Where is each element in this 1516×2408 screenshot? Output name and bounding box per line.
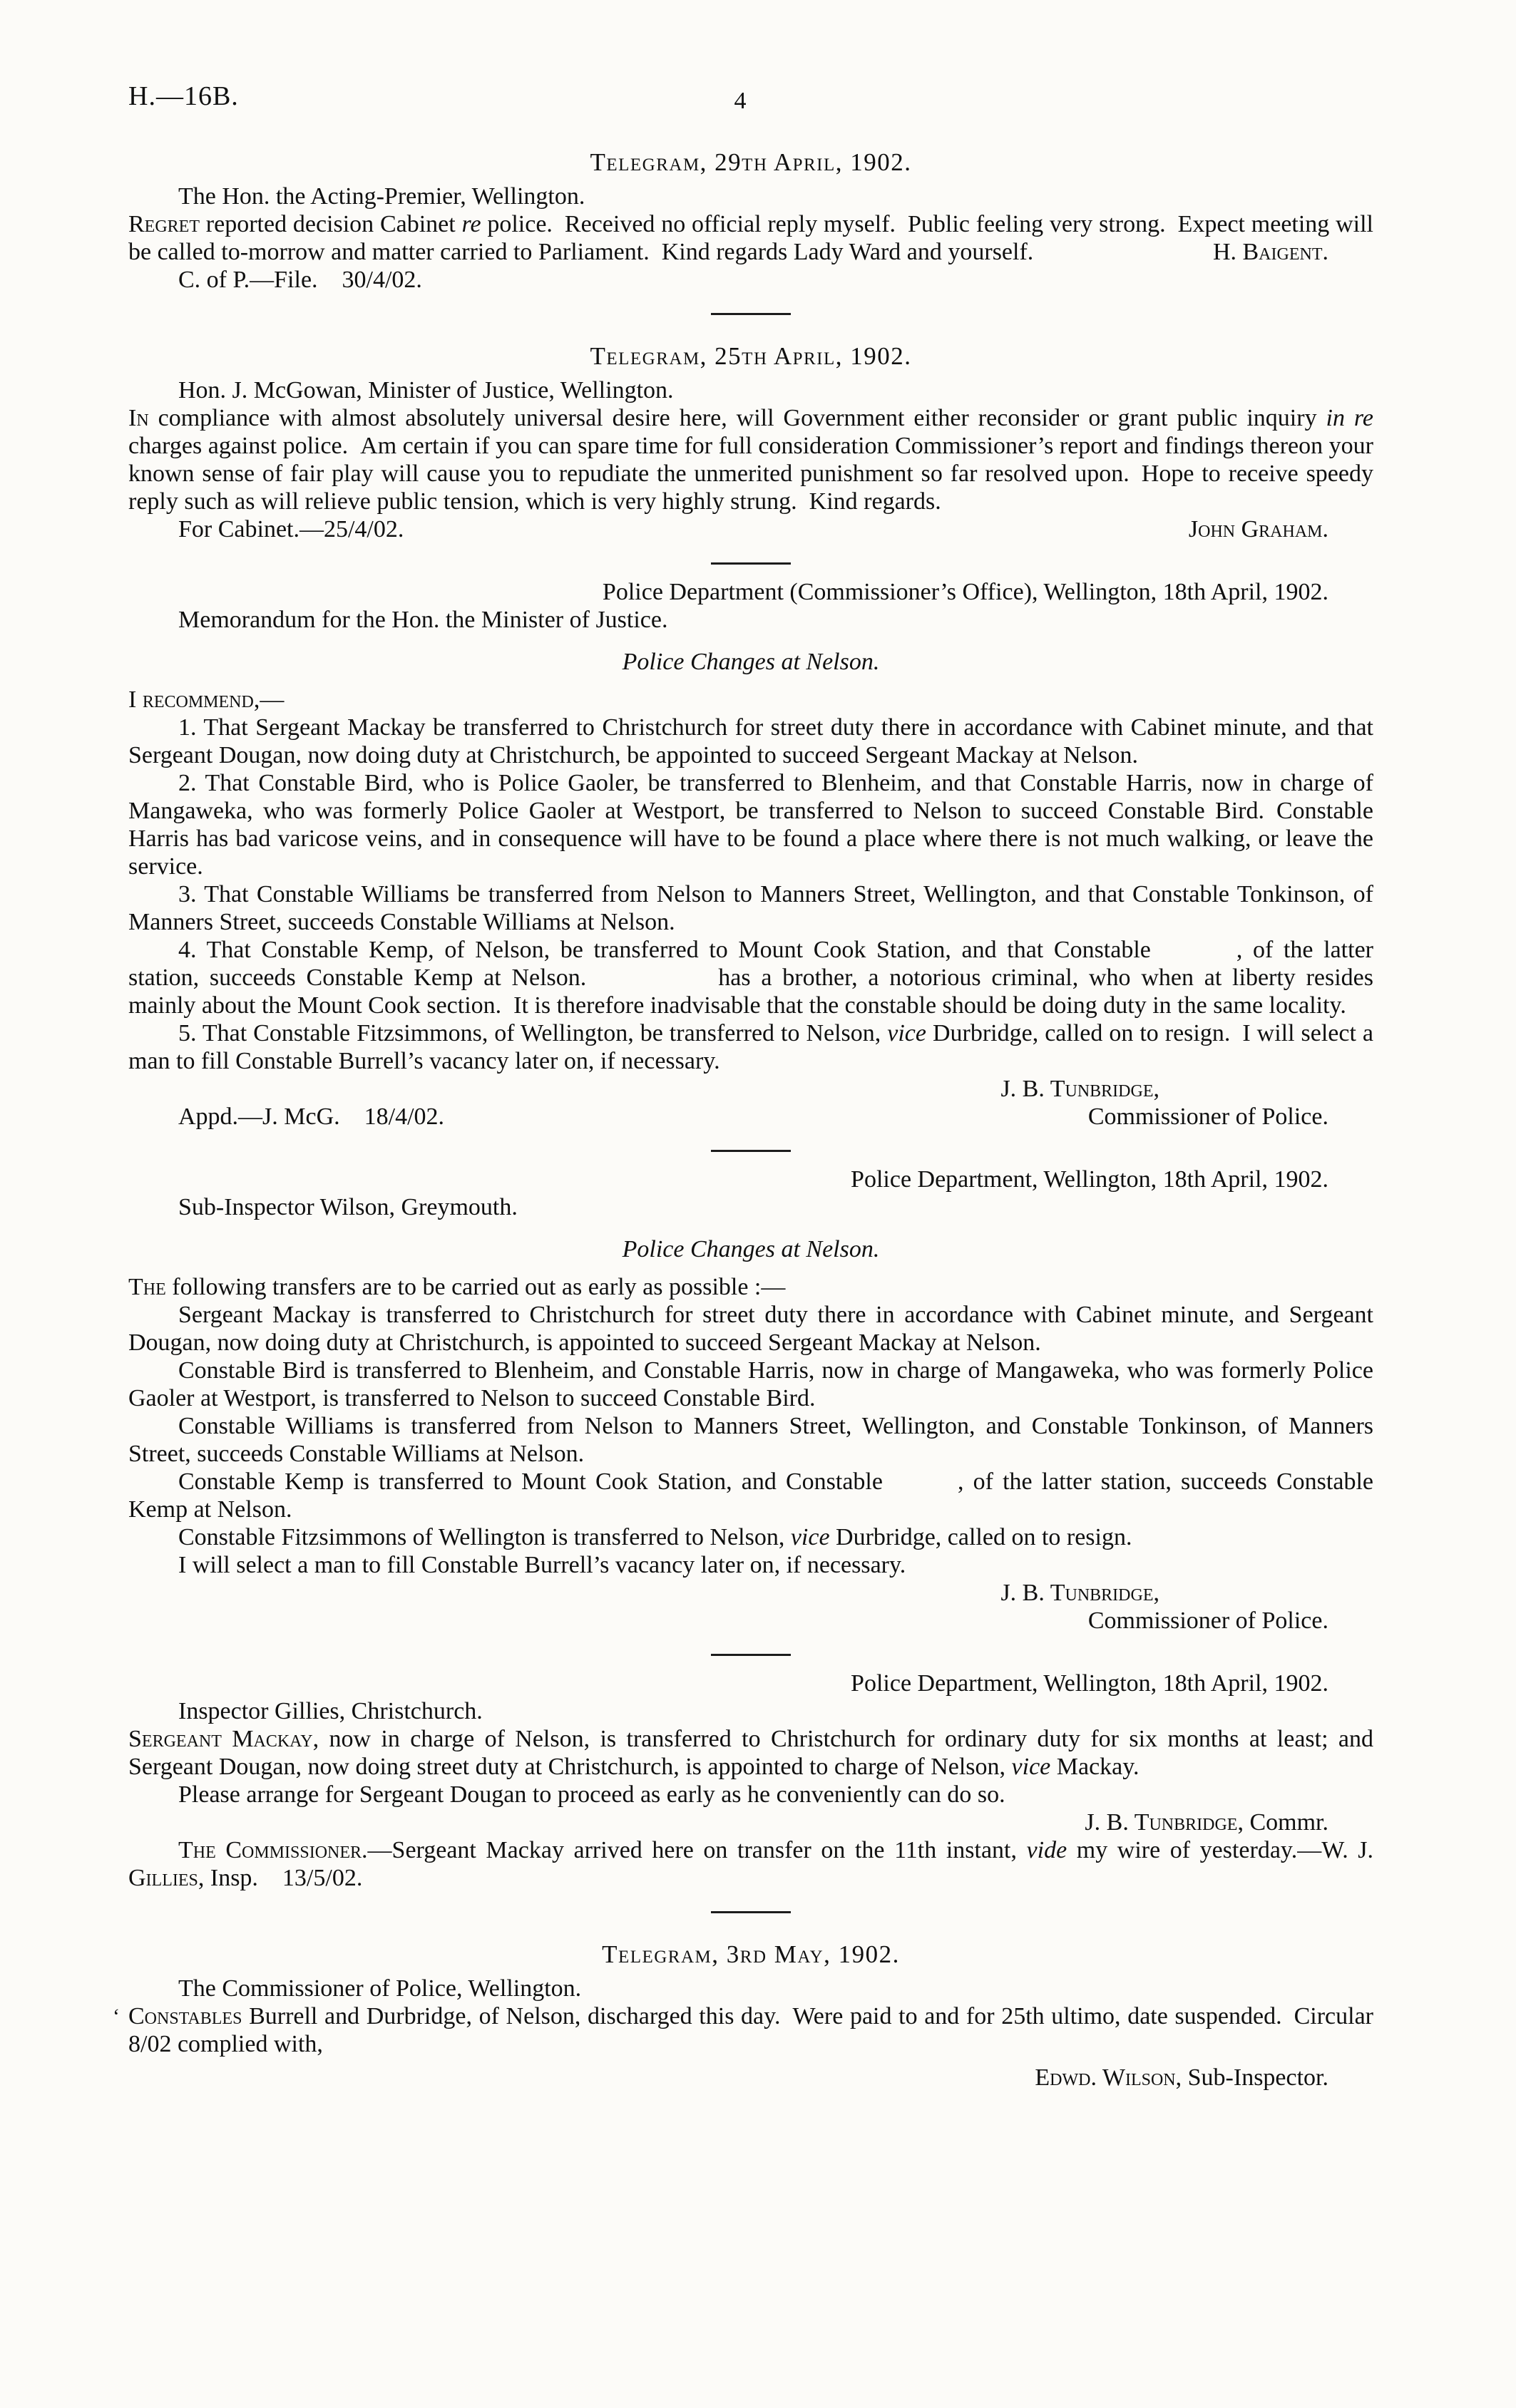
memo-2-paragraph: Constable Bird is transferred to Blenheim, and Constable Harris, now in charge of Mangaweka, who was formerly Police Gaoler at Westport, is transferred to Nelson to succeed Constable Bird.	[128, 1357, 1373, 1411]
signature: J. B. Tunbridge,	[1000, 1580, 1159, 1606]
text-fragment: Burrell and Durbridge, of Nelson, discharged this day. Were paid to and for 25th ultimo, date suspended. Circular 8/02 complied with,	[128, 2003, 1373, 2057]
memo-1-signature-name	[128, 1075, 1373, 1103]
text-fragment: 4. That Constable Kemp, of Nelson, be transferred to Mount Cook Station, and that Constable	[178, 937, 1151, 963]
memo-3	[128, 1669, 1373, 1892]
telegram-1-addressee: The Hon. the Acting-Premier, Wellington.	[178, 183, 585, 210]
memo-2-subject: Police Changes at Nelson.	[622, 1236, 880, 1262]
telegram-1	[128, 148, 1373, 294]
text-fragment-italic: re	[461, 211, 481, 237]
text-fragment: Mackay.	[1050, 1754, 1139, 1780]
text-fragment: reported decision Cabinet	[200, 211, 462, 237]
signature-role: , Sub-Inspector.	[1175, 2064, 1328, 2091]
memo-1-item-5	[128, 1019, 1373, 1075]
text-fragment-italic: vice	[1011, 1754, 1051, 1780]
memo-1-item-4	[128, 936, 1373, 1019]
memo-2-signature-role: Commissioner of Police.	[1087, 1607, 1328, 1634]
memo-1-item-1: 1. That Sergeant Mackay be transferred to Christchurch for street duty there in accordance with Cabinet minute, and that Sergeant Dougan, now doing duty at Christchurch, be appointed to succeed Sergeant Mackay at Nelson.	[128, 714, 1373, 768]
text-fragment: .—Sergeant Mackay arrived here on transfer on the 11th instant,	[362, 1837, 1027, 1863]
section-divider	[711, 1911, 791, 1913]
telegram-2-heading: Telegram, 25th April, 1902.	[590, 342, 912, 370]
memo-1-item-3: 3. That Constable Williams be transferred from Nelson to Manners Street, Wellington, and that Constable Tonkinson, of Manners Street, succeeds Constable Williams at Nelson.	[128, 881, 1373, 935]
memo-2	[128, 1166, 1373, 1635]
text-fragment: police. Received no official reply myself. Public feeling very strong. Expect meeting will be called to-morrow and matter carried to Parliament. Kind regards Lady Ward and yourself.	[128, 211, 1373, 265]
scan-artifact-mark: ‘	[113, 2005, 120, 2028]
memo-2-paragraph: Constable Williams is transferred from Nelson to Manners Street, Wellington, and Constable Tonkinson, of Manners Street, succeeds Constable Williams at Nelson.	[128, 1413, 1373, 1467]
text-fragment: Sergeant Mackay	[128, 1726, 313, 1752]
telegram-1-heading: Telegram, 29th April, 1902.	[590, 148, 912, 176]
memo-1-subject: Police Changes at Nelson.	[622, 649, 880, 675]
page-header	[128, 83, 1373, 121]
text-fragment: , of the latter station, succeeds Constable Kemp at Nelson.	[128, 937, 1373, 991]
telegram-3-signature-line	[128, 2064, 1373, 2091]
text-fragment: compliance with almost absolutely universal desire here, will Government either reconsider or grant public inquiry	[148, 405, 1326, 431]
text-fragment: Durbridge, called on to resign. I will select a man to fill Constable Burrell’s vacancy later on, if necessary.	[128, 1020, 1373, 1074]
text-fragment: my wire of yesterday.—W. J.	[1067, 1837, 1373, 1863]
text-fragment: , now in charge of Nelson, is transferred to Christchurch for ordinary duty for six months at least; and Sergeant Dougan, now doing street duty at Christchurch, is appointed to charge of Nelson,	[128, 1726, 1374, 1780]
memo-2-addressee: Sub-Inspector Wilson, Greymouth.	[178, 1194, 518, 1220]
memo-3-addressee: Inspector Gillies, Christchurch.	[178, 1698, 483, 1724]
text-fragment: 5. That Constable Fitzsimmons, of Wellington, be transferred to Nelson,	[178, 1020, 888, 1046]
memo-2-paragraph	[128, 1523, 1373, 1551]
section-divider	[711, 1150, 791, 1152]
memo-2-paragraph: Sergeant Mackay is transferred to Christchurch for street duty there in accordance with Cabinet minute, and Sergeant Dougan, now doing duty at Christchurch, is appointed to succeed Sergeant Mackay at Nelson.	[128, 1302, 1373, 1356]
memo-1-memorandum-line: Memorandum for the Hon. the Minister of Justice.	[178, 607, 668, 633]
signature: H. Baigent.	[1212, 239, 1328, 265]
text-fragment: charges against police. Am certain if you can spare time for full consideration Commissioner’s report and findings thereon your known sense of fair play will cause you to repudiate the unmerited punishment so far resolved upon. Hope to receive speedy reply such as will relieve public tension, which is very highly strung. Kind regards.	[128, 433, 1373, 515]
telegram-2-addressee: Hon. J. McGowan, Minister of Justice, Wellington.	[178, 377, 674, 403]
telegram-2	[128, 342, 1373, 543]
text-fragment: Gillies	[128, 1865, 198, 1891]
memo-1	[128, 578, 1373, 1131]
signature: Edwd. Wilson	[1035, 2064, 1176, 2091]
section-divider	[711, 562, 791, 565]
memo-3-body	[128, 1725, 1373, 1781]
telegram-3-heading: Telegram, 3rd May, 1902.	[602, 1940, 900, 1968]
memo-1-item-2: 2. That Constable Bird, who is Police Gaoler, be transferred to Blenheim, and that Constable Harris, now in charge of Mangaweka, who was formerly Police Gaoler at Westport, be transferred to Nelson to succeed Constable Bird. Constable Harris has bad varicose veins, and in consequence will have to be found a place where there is not much walking, or leave the service.	[128, 770, 1373, 880]
memo-1-recommend-line	[128, 686, 1373, 714]
memo-1-approval-line	[128, 1103, 1373, 1131]
signature-role: Commissioner of Police.	[1087, 1103, 1328, 1130]
memo-3-signature-line	[128, 1808, 1373, 1836]
text-fragment: I recommend,—	[128, 686, 285, 713]
memo-2-paragraph	[128, 1468, 1373, 1523]
memo-2-paragraph: I will select a man to fill Constable Burrell’s vacancy later on, if necessary.	[178, 1552, 906, 1578]
telegram-1-file-note: C. of P.—File. 30/4/02.	[178, 267, 422, 293]
signature: John Graham.	[1188, 516, 1328, 542]
text-fragment: , Insp. 13/5/02.	[198, 1865, 363, 1891]
memo-3-paragraph: Please arrange for Sergeant Dougan to proceed as early as he conveniently can do so.	[178, 1781, 1005, 1808]
text-fragment-italic: vide	[1026, 1837, 1067, 1863]
text-fragment-italic: vice	[790, 1524, 830, 1550]
telegram-3-addressee: The Commissioner of Police, Wellington.	[178, 1975, 582, 2002]
text-fragment: Constable Fitzsimmons of Wellington is transferred to Nelson,	[178, 1524, 791, 1550]
section-divider	[711, 1654, 791, 1656]
text-fragment: The Commissioner	[178, 1837, 362, 1863]
telegram-2-body	[128, 404, 1373, 515]
telegram-2-signature-line	[128, 515, 1373, 543]
text-fragment-italic: vice	[887, 1020, 926, 1046]
page-number: 4	[734, 88, 747, 114]
text-fragment: Constable Kemp is transferred to Mount Cook Station, and Constable	[178, 1468, 883, 1495]
memo-2-dept-line: Police Department, Wellington, 18th April, 1902.	[851, 1166, 1328, 1193]
text-fragment: The	[128, 1274, 166, 1300]
text-fragment: following transfers are to be carried out as early as possible :—	[165, 1274, 786, 1300]
signature: J. B. Tunbridge	[1085, 1809, 1238, 1836]
memo-2-signature-name	[128, 1579, 1373, 1607]
memo-2-intro	[128, 1273, 1373, 1301]
text-fragment: Durbridge, called on to resign.	[829, 1524, 1132, 1550]
section-divider	[711, 313, 791, 315]
text-fragment: , of the latter station, succeeds Constable Kemp at Nelson.	[128, 1468, 1373, 1523]
signature: J. B. Tunbridge,	[1000, 1076, 1159, 1102]
memo-3-commissioner-note	[128, 1836, 1373, 1892]
memo-1-dept-line: Police Department (Commissioner’s Office), Wellington, 18th April, 1902.	[602, 579, 1328, 605]
telegram-3	[113, 1940, 1373, 2091]
text-fragment-italic: in re	[1326, 405, 1373, 431]
file-note: For Cabinet.—25/4/02.	[178, 516, 404, 542]
text-fragment: has a brother, a notorious criminal, who when at liberty resides mainly about the Mount Cook section. It is therefore inadvisable that the constable should be doing duty in the same locality.	[128, 964, 1373, 1019]
text-fragment: Constables	[128, 2003, 242, 2029]
text-fragment: Regret	[128, 211, 200, 237]
signature-role: , Commr.	[1237, 1809, 1328, 1836]
approval-note: Appd.—J. McG. 18/4/02.	[178, 1103, 445, 1130]
telegram-3-body	[113, 2002, 1373, 2058]
memo-3-dept-line: Police Department, Wellington, 18th April, 1902.	[851, 1670, 1328, 1697]
doc-reference: H.—16B.	[128, 81, 239, 111]
text-fragment: In	[128, 405, 149, 431]
